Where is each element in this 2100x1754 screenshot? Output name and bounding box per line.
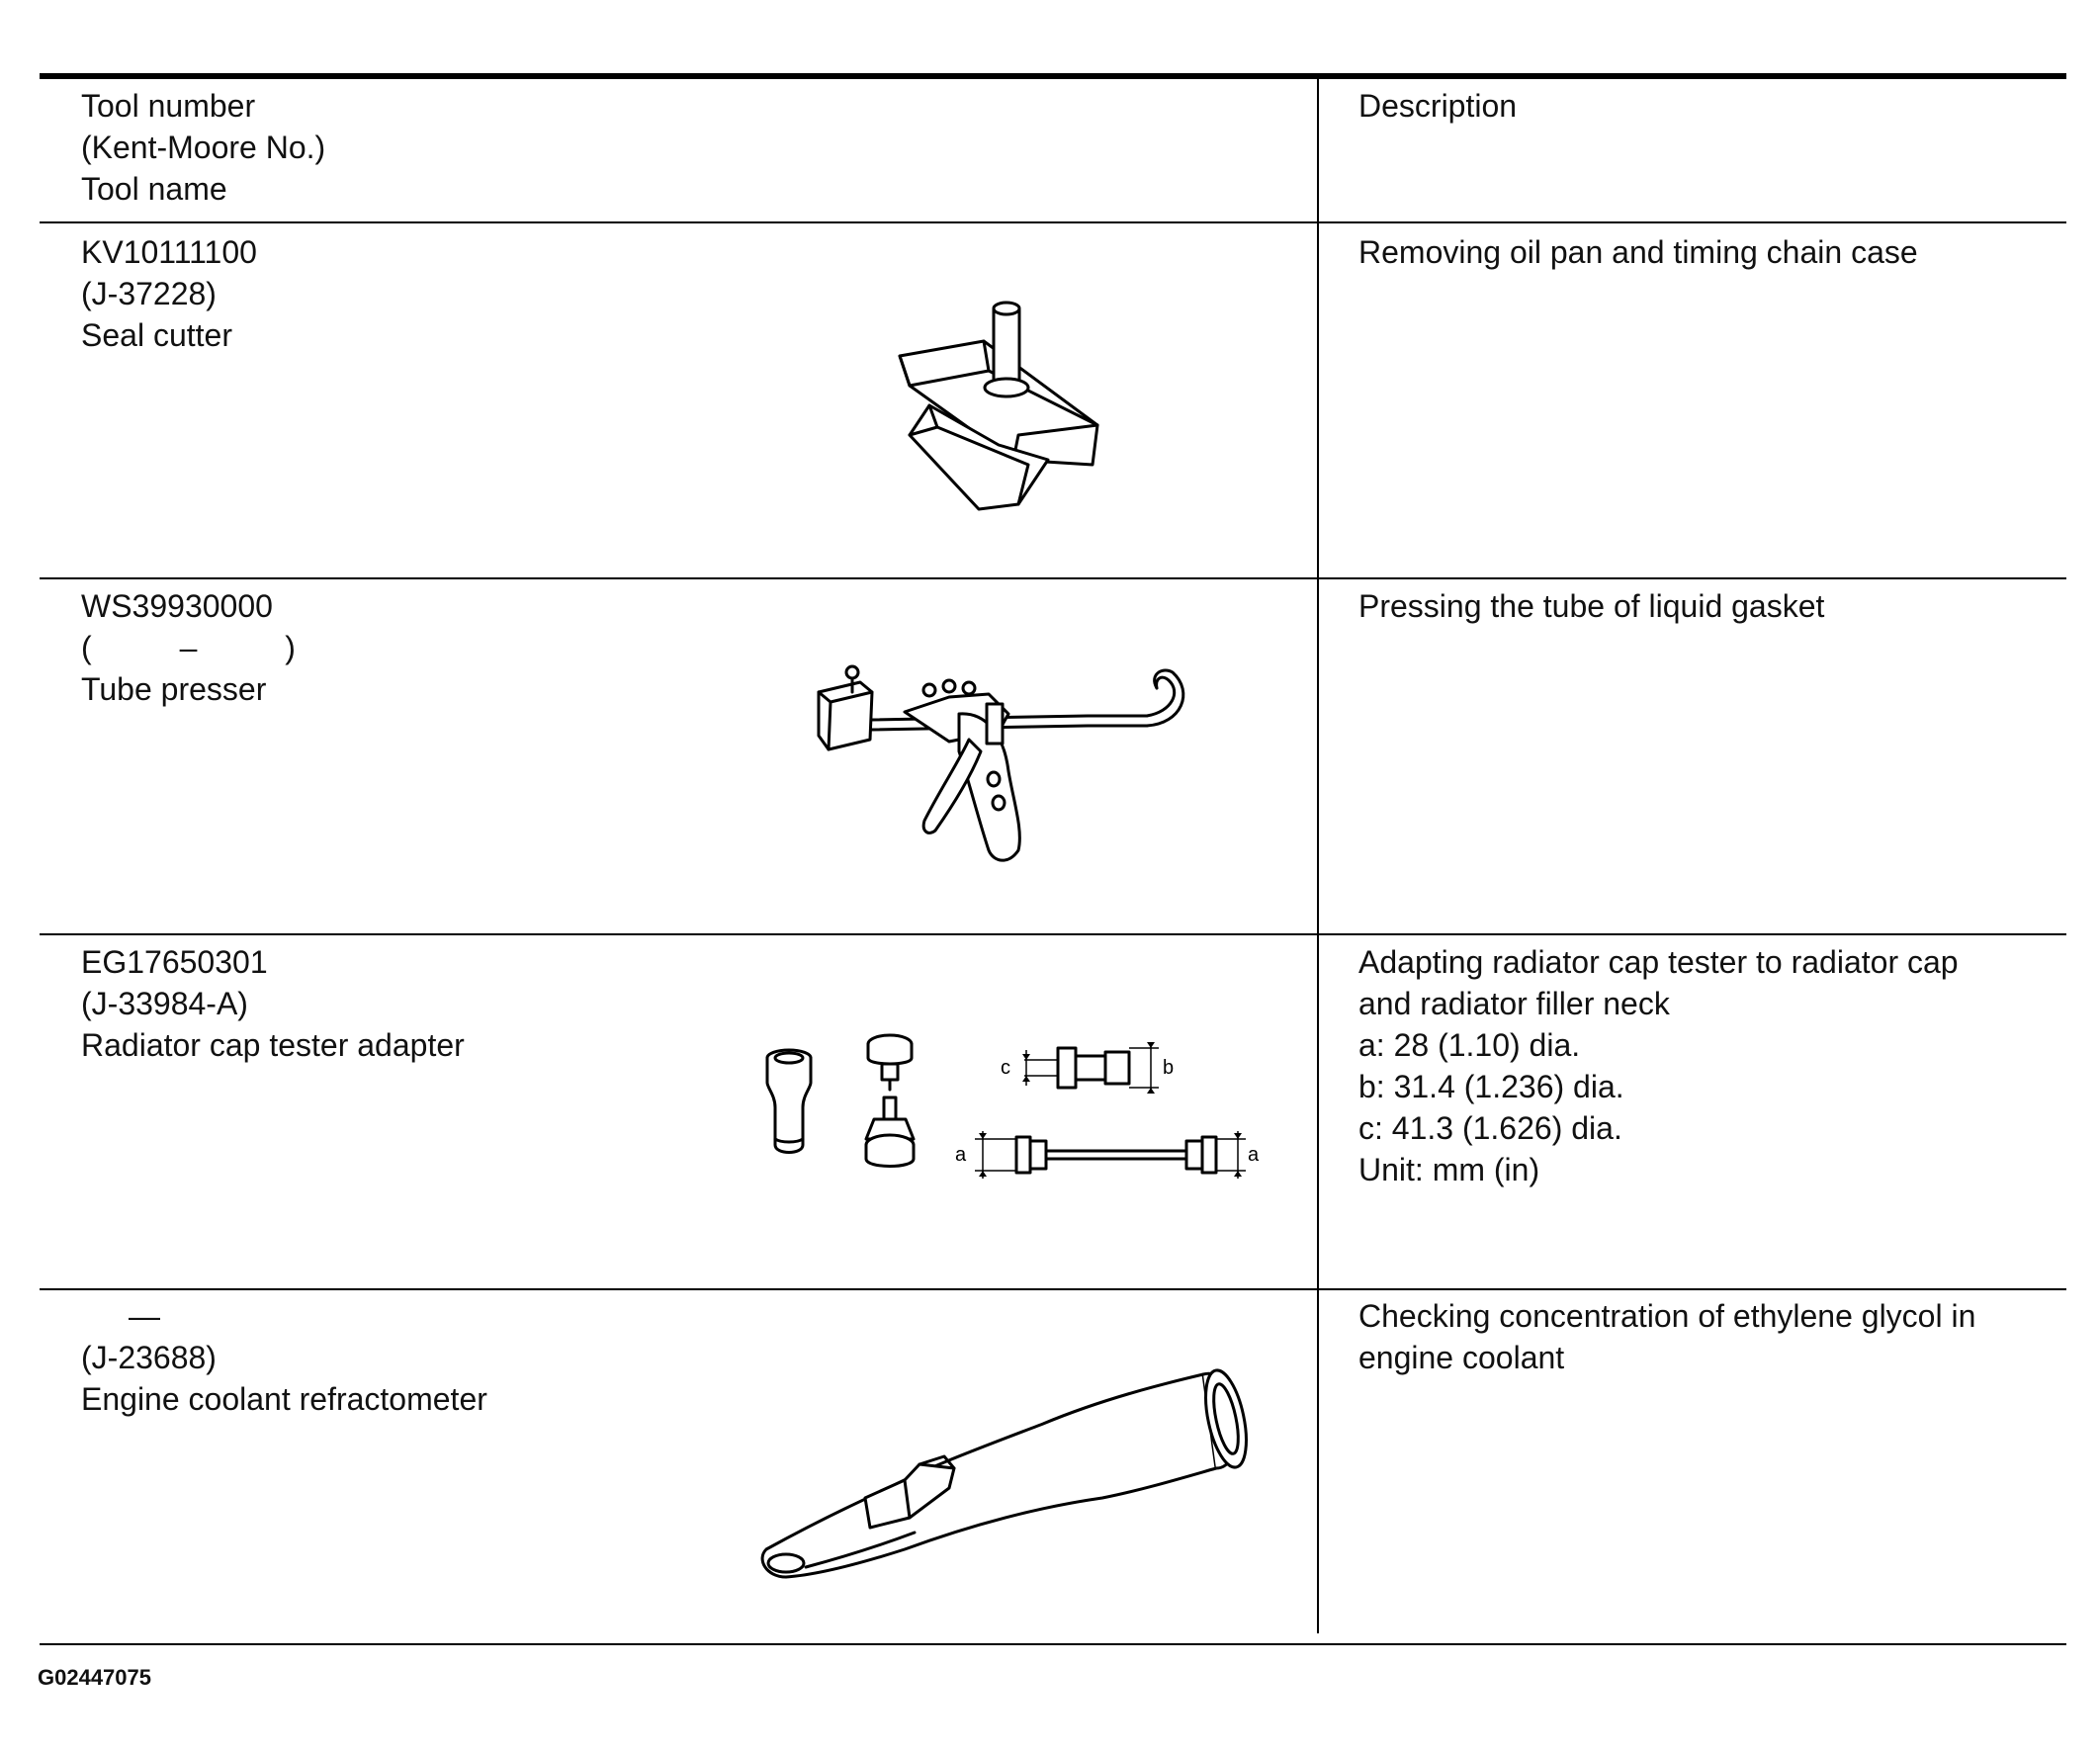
tool-number: —: [129, 1298, 160, 1334]
tool-description: [1358, 585, 2051, 627]
table-row: [81, 1295, 487, 1420]
tool-description: [1358, 231, 2051, 273]
refractometer-illustration: [746, 1330, 1261, 1597]
dimension-sketch-bc: [1001, 1042, 1174, 1094]
column-divider: [1317, 79, 1319, 1633]
description-line: Checking concentration of ethylene glycol in: [1358, 1298, 1976, 1334]
kent-moore-number: (J-23688): [81, 1340, 217, 1375]
dimension-a: a: 28 (1.10) dia.: [1358, 1027, 1581, 1063]
dimension-c: c: 41.3 (1.626) dia.: [1358, 1110, 1622, 1146]
kent-moore-number: (J-33984-A): [81, 986, 248, 1021]
tool-name: Engine coolant refractometer: [81, 1381, 487, 1417]
dimension-label-a-right: a: [1248, 1144, 1260, 1166]
refractometer-body: [762, 1374, 1216, 1577]
unit-note: Unit: mm (in): [1358, 1152, 1540, 1187]
adapter-sleeve: [767, 1050, 811, 1153]
tool-description: [1358, 1295, 2051, 1378]
table-row: [81, 231, 257, 356]
cap-adapter-stack: [866, 1035, 914, 1167]
dimension-label-a-left: a: [955, 1144, 967, 1166]
row-divider-2: [40, 933, 2066, 935]
description-line: engine coolant: [1358, 1340, 1565, 1375]
dimension-label-c: c: [1001, 1057, 1010, 1079]
header-tool-info: [81, 85, 325, 210]
tool-number: WS39930000: [81, 588, 273, 624]
header-tool-number-label: Tool number: [81, 88, 256, 124]
dimension-label-b: b: [1163, 1057, 1175, 1079]
tool-description: [1358, 941, 2051, 1190]
tube-presser-plate: [819, 682, 872, 749]
row-divider-3: [40, 1288, 2066, 1290]
header-kent-moore-label: (Kent-Moore No.): [81, 130, 326, 165]
table-row: [81, 941, 465, 1066]
tool-number: KV10111100: [81, 234, 257, 270]
tool-name: Tube presser: [81, 671, 267, 707]
tool-number: EG17650301: [81, 944, 268, 980]
kent-moore-number: ( – ): [81, 630, 296, 665]
table-bottom-rule: [40, 1643, 2066, 1645]
row-divider-1: [40, 577, 2066, 579]
kent-moore-number: (J-37228): [81, 276, 217, 311]
dimension-b: b: 31.4 (1.236) dia.: [1358, 1069, 1624, 1104]
header-divider: [40, 221, 2066, 223]
table-top-rule: [40, 73, 2066, 79]
header-tool-name-label: Tool name: [81, 171, 227, 207]
seal-cutter-illustration: [890, 297, 1127, 524]
header-description-label: Description: [1358, 88, 1518, 124]
figure-id: G02447075: [38, 1665, 151, 1690]
description-line: Adapting radiator cap tester to radiator cap: [1358, 944, 1959, 980]
header-description: [1358, 85, 2051, 127]
radiator-cap-adapter-illustration: [751, 1028, 1266, 1206]
tool-name: Radiator cap tester adapter: [81, 1027, 465, 1063]
description-line: Pressing the tube of liquid gasket: [1358, 588, 1825, 624]
description-line: Removing oil pan and timing chain case: [1358, 234, 1918, 270]
table-row: [81, 585, 296, 710]
tube-presser-illustration: [811, 653, 1196, 870]
description-line: and radiator filler neck: [1358, 986, 1670, 1021]
tool-name: Seal cutter: [81, 317, 232, 353]
dimension-sketch-a: [955, 1131, 1260, 1179]
seal-cutter-handle: [994, 307, 1019, 386]
